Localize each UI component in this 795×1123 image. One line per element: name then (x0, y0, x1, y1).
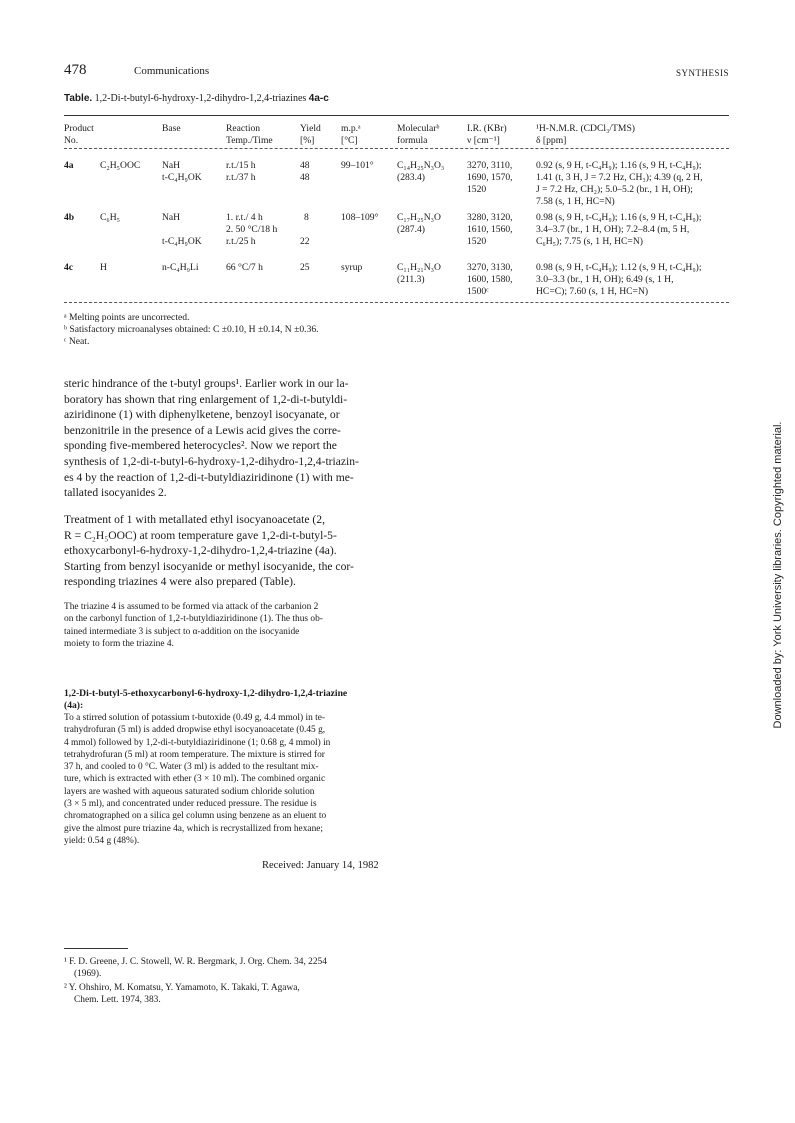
row-4a-ir: 3270, 3110, 1690, 1570, 1520 (467, 160, 513, 195)
row-4a-mp: 99–101° (341, 160, 374, 171)
table-bottom-rule (64, 302, 729, 303)
row-4c-conditions: 66 °C/7 h (226, 262, 263, 273)
row-4a-yield: 48 48 (300, 160, 310, 183)
row-4b-ir: 3280, 3120, 1610, 1560, 1520 (467, 212, 513, 247)
table-caption-label: Table. (64, 93, 93, 104)
row-4c-no: 4c (64, 262, 74, 273)
row-4c-r: H (100, 262, 107, 273)
row-4a-nmr: 0.92 (s, 9 H, t-C₄H₉); 1.16 (s, 9 H, t-C₄H₉); 1.41 (t, 3 H, J = 7.2 Hz, CH₃); 4.39 (q, 2 H, J = 7.2 Hz, CH₂); 5.0–5.2 (br., 1 H, OH); 7.58 (s, 1 H, HC=N) (536, 160, 703, 207)
reference-2: ² Y. Ohshiro, M. Komatsu, Y. Yamamoto, K. Takaki, T. Agawa, Chem. Lett. 1974, 383. (64, 983, 300, 1006)
table-top-rule (64, 115, 729, 116)
header-base: Base (162, 123, 181, 134)
row-4c-formula: C₁₁H₂₁N₃O (211.3) (397, 262, 441, 285)
body-paragraph-1: steric hindrance of the t-butyl groups¹. Earlier work in our la- boratory has shown that ring enlargement of 1,2-di-t-butyldi- aziridinone (1) with diphenylketene, benzoyl isocyanate, or benzonitrile in the presence of a Lewis acid gives the corre- sponding five-membered heterocycles². Now we report the synthesis of 1,2-di-t-butyl-6-hydroxy-1,2-dihydro-1,2,4-triazin- es 4 by the reaction of 1,2-di-t-butyldiaziridinone (1) with me- tallated isocyanides 2. (64, 377, 359, 500)
journal-name: SYNTHESIS (676, 68, 730, 78)
row-4b-nmr: 0.98 (s, 9 H, t-C₄H₉); 1.16 (s, 9 H, t-C₄H₉); 3.4–3.7 (br., 1 H, OH); 7.2–8.4 (m, 5 H, C₆H₅); 7.75 (s, 1 H, HC=N) (536, 212, 702, 247)
references-rule (64, 948, 128, 949)
row-4b-formula: C₁₇H₂₅N₃O (287.4) (397, 212, 441, 235)
table-footnote-b: ᵇ Satisfactory microanalyses obtained: C ±0.10, H ±0.14, N ±0.36. (64, 324, 319, 335)
body-paragraph-2: Treatment of 1 with metallated ethyl isocyanoacetate (2, R = C₂H₅OOC) at room temperature gave 1,2-di-t-butyl-5- ethoxycarbonyl-6-hydroxy-1,2-dihydro-1,2,4-triazine (4a). Starting from benzyl isocyanide or methyl isocyanide, the cor- responding triazines 4 were also prepared (Table). (64, 513, 354, 589)
row-4b-no: 4b (64, 212, 75, 223)
page-number: 478 (64, 62, 87, 78)
section-title: Communications (134, 65, 210, 77)
header-mp: m.p.ᵃ [°C] (341, 123, 361, 146)
row-4c-yield: 25 (300, 262, 310, 273)
row-4c-mp: syrup (341, 262, 363, 273)
header-product: Product No. (64, 123, 94, 146)
row-4a-r: C₂H₅OOC (100, 160, 141, 171)
table-caption-text: 1,2-Di-t-butyl-6-hydroxy-1,2-dihydro-1,2,4-triazines (94, 93, 307, 104)
row-4c-nmr: 0.98 (s, 9 H, t-C₄H₉); 1.12 (s, 9 H, t-C₄H₉); 3.0–3.3 (br., 1 H, OH); 6.49 (s, 1 H, HC=C); 7.60 (s, 1 H, HC=N) (536, 262, 702, 297)
reference-1: ¹ F. D. Greene, J. C. Stowell, W. R. Bergmark, J. Org. Chem. 34, 2254 (1969). (64, 957, 327, 980)
table-footnote-a: ᵃ Melting points are uncorrected. (64, 312, 190, 323)
table-footnote-c: ᶜ Neat. (64, 336, 90, 347)
table-header-rule (64, 148, 729, 149)
experimental-text: To a stirred solution of potassium t-butoxide (0.49 g, 4.4 mmol) in te- trahydrofuran (5 ml) is added dropwise ethyl isocyanoacetate (0.45 g, 4 mmol) followed by 1,2-di-t-butyldiaziridinone (1; 0.68 g, 4 mmol) in tetrahydrofuran (5 ml) at room temperature. The mixture is stirred for 37 h, and cooled to 0 °C. Water (3 ml) is added to the resultant mix- ture, which is extracted with ether (3 × 10 ml). The combined organic layers are washed with aqueous saturated sodium chloride solution (3 × 5 ml), and concentrated under reduced pressure. The residue is chromatographed on a silica gel column using benzene as an eluent to give the almost pure triazine 4a, which is recrystallized from hexane; yield: 0.54 g (48%). (64, 713, 331, 846)
row-4a-base: NaH t-C₄H₉OK (162, 160, 202, 183)
row-4c-ir: 3270, 3130, 1600, 1580, 1500ᶜ (467, 262, 513, 297)
body-paragraph-3: The triazine 4 is assumed to be formed via attack of the carbanion 2 on the carbonyl function of 1,2-t-butyldiaziridinone (1). The thus ob- tained intermediate 3 is subject to α-addition on the isocyanide moiety to form the triazine 4. (64, 602, 323, 649)
row-4b-r: C₆H₅ (100, 212, 121, 223)
row-4c-base: n-C₄H₉Li (162, 262, 199, 273)
header-nmr: ¹H-N.M.R. (CDCl₃/TMS) δ [ppm] (536, 123, 635, 146)
experimental-title: 1,2-Di-t-butyl-5-ethoxycarbonyl-6-hydroxy-1,2-dihydro-1,2,4-triazine (4a): (64, 688, 348, 711)
row-4a-conditions: r.t./15 h r.t./37 h (226, 160, 256, 183)
row-4a-no: 4a (64, 160, 74, 171)
received-date: Received: January 14, 1982 (262, 860, 379, 871)
row-4b-mp: 108–109° (341, 212, 379, 223)
header-ir: I.R. (KBr) ν [cm⁻¹] (467, 123, 507, 146)
row-4b-base: NaH t-C₄H₉OK (162, 212, 202, 247)
table-caption-compound: 4a-c (308, 93, 329, 104)
header-formula: Molecularᵇ formula (397, 123, 440, 146)
row-4b-conditions: 1. r.t./ 4 h 2. 50 °C/18 h r.t./25 h (226, 212, 278, 247)
row-4b-yield: 8 22 (300, 212, 310, 247)
header-yield: Yield [%] (300, 123, 321, 146)
table-caption (64, 93, 329, 104)
header-reaction: Reaction Temp./Time (226, 123, 273, 146)
download-notice: Downloaded by: York University libraries. Copyrighted material. (772, 421, 784, 729)
row-4a-formula: C₁₄H₂₅N₃O₃ (283.4) (397, 160, 445, 183)
